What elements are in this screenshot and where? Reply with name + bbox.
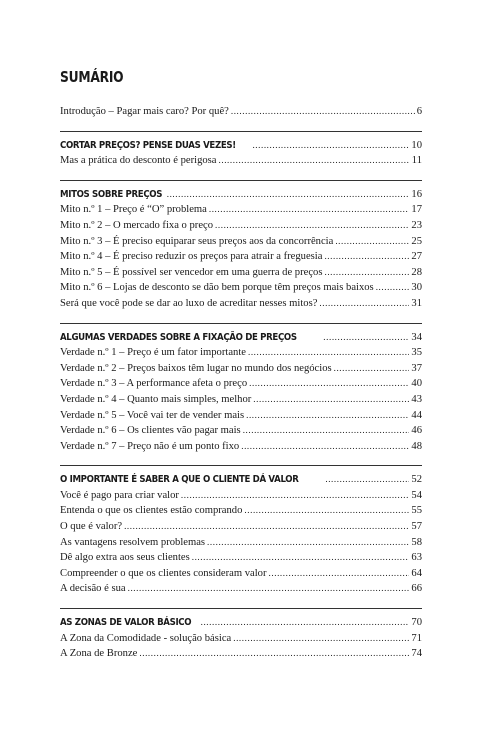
toc-entry[interactable] [60, 265, 422, 281]
entry-title: Será que você pode se dar ao luxo de acreditar nesses mitos? [60, 297, 318, 309]
toc-chapter-heading[interactable] [60, 330, 422, 346]
toc-entry[interactable] [60, 249, 422, 265]
page-number: 70 [411, 617, 422, 629]
toc-entry[interactable] [60, 234, 422, 250]
toc-section [60, 138, 422, 169]
page-number: 57 [411, 521, 422, 533]
toc-chapter-heading[interactable] [60, 472, 422, 488]
entry-title: Verdade n.º 7 – Preço não é um ponto fixo [60, 440, 240, 452]
toc-section [60, 615, 422, 662]
page-number: 37 [411, 362, 422, 374]
dot-leader [233, 631, 409, 647]
dot-leader [269, 566, 410, 582]
page-number: 52 [411, 474, 422, 486]
page-number: 6 [416, 106, 422, 117]
toc-entry[interactable] [60, 550, 422, 566]
entry-title: Dê algo extra aos seus clientes [60, 552, 190, 564]
page-number: 48 [411, 440, 422, 452]
entry-title: A Zona da Comodidade - solução básica [60, 632, 232, 644]
entry-title: Mito n.º 3 – É preciso equiparar seus preços aos da concorrência [60, 235, 334, 247]
page-number: 34 [411, 331, 422, 343]
page-number: 63 [411, 552, 422, 564]
entry-title: A decisão é sua [60, 583, 126, 595]
page-number: 17 [411, 204, 422, 216]
toc-entry[interactable] [60, 408, 422, 424]
page-number: 46 [411, 425, 422, 437]
page-number: 10 [411, 139, 422, 151]
page-number: 64 [411, 567, 422, 579]
page-number: 30 [411, 282, 422, 294]
page-number: 44 [411, 409, 422, 421]
dot-leader [215, 218, 409, 234]
page-number: 28 [411, 266, 422, 278]
toc-section [60, 330, 422, 455]
toc-chapter-heading[interactable] [60, 615, 422, 631]
toc-entry[interactable] [60, 361, 422, 377]
toc-entry[interactable] [60, 519, 422, 535]
toc-entry[interactable] [60, 218, 422, 234]
page-number: 71 [411, 632, 422, 644]
toc-entry[interactable] [60, 392, 422, 408]
page-number: 55 [411, 505, 422, 517]
toc-entry[interactable] [60, 376, 422, 392]
dot-leader [252, 138, 409, 154]
dot-leader [207, 535, 409, 551]
toc-chapter-heading[interactable] [60, 138, 422, 154]
entry-title: Mas a prática do desconto é perigosa [60, 155, 217, 167]
dot-leader [324, 265, 409, 281]
dot-leader [167, 187, 410, 203]
toc-entry[interactable] [60, 535, 422, 551]
entry-title: Verdade n.º 2 – Preços baixos têm lugar no mundo dos negócios [60, 362, 332, 374]
toc-entry[interactable] [60, 439, 422, 455]
toc-entry[interactable] [60, 296, 422, 312]
toc-section [60, 472, 422, 597]
entry-title: As vantagens resolvem problemas [60, 536, 206, 548]
dot-leader [253, 392, 409, 408]
entry-title: Verdade n.º 1 – Preço é um fator importante [60, 347, 246, 359]
chapter-title: AS ZONAS DE VALOR BÁSICO [60, 617, 192, 629]
dot-leader [323, 330, 409, 346]
toc-entry[interactable] [60, 104, 422, 120]
toc-entry[interactable] [60, 646, 422, 662]
page-number: 16 [411, 188, 422, 200]
page-number: 40 [411, 378, 422, 390]
entry-title: Mito n.º 6 – Lojas de desconto se dão bem porque têm preços mais baixos [60, 282, 374, 294]
page-number: 43 [411, 393, 422, 405]
entry-title: Mito n.º 2 – O mercado fixa o preço [60, 219, 214, 231]
toc-entry[interactable] [60, 503, 422, 519]
entry-title: A Zona de Bronze [60, 648, 138, 660]
page-number: 35 [411, 347, 422, 359]
toc-section [60, 187, 422, 312]
entry-title: Mito n.º 1 – Preço é “O” problema [60, 204, 207, 216]
chapter-title: O IMPORTANTE É SABER A QUE O CLIENTE DÁ VALOR [60, 474, 299, 486]
dot-leader [246, 408, 409, 424]
section-divider [60, 131, 422, 132]
toc-entry[interactable] [60, 581, 422, 597]
dot-leader [334, 361, 410, 377]
toc-entry[interactable] [60, 202, 422, 218]
entry-title: Compreender o que os clientes consideram valor [60, 567, 267, 579]
page-number: 66 [411, 583, 422, 595]
dot-leader [181, 488, 409, 504]
entry-title: Verdade n.º 3 – A performance afeta o preço [60, 378, 248, 390]
entry-title: Mito n.º 5 – É possível ser vencedor em uma guerra de preços [60, 266, 323, 278]
dot-leader [244, 503, 409, 519]
dot-leader [324, 249, 409, 265]
section-divider [60, 323, 422, 324]
dot-leader [335, 234, 409, 250]
page-number: 11 [411, 155, 422, 167]
entry-title: Você é pago para criar valor [60, 489, 179, 501]
section-divider [60, 180, 422, 181]
toc-entry[interactable] [60, 631, 422, 647]
page-number: 31 [411, 297, 422, 309]
dot-leader [325, 472, 409, 488]
table-of-contents [60, 104, 422, 662]
dot-leader [241, 439, 409, 455]
chapter-title: ALGUMAS VERDADES SOBRE A FIXAÇÃO DE PREÇOS [60, 331, 297, 343]
dot-leader [201, 615, 410, 631]
toc-entry[interactable] [60, 566, 422, 582]
toc-chapter-heading[interactable] [60, 187, 422, 203]
chapter-title: MITOS SOBRE PREÇOS [60, 188, 163, 200]
page-number: 27 [411, 251, 422, 263]
dot-leader [376, 280, 410, 296]
toc-entry[interactable] [60, 423, 422, 439]
toc-section [60, 104, 422, 120]
entry-title: Verdade n.º 6 – Os clientes vão pagar mais [60, 425, 241, 437]
page-number: 54 [411, 489, 422, 501]
entry-title: Mito n.º 4 – É preciso reduzir os preços para atrair a freguesia [60, 251, 323, 263]
entry-title: O que é valor? [60, 521, 123, 533]
section-divider [60, 608, 422, 609]
dot-leader [139, 646, 409, 662]
section-divider [60, 465, 422, 466]
dot-leader [319, 296, 409, 312]
dot-leader [249, 376, 409, 392]
toc-entry[interactable] [60, 153, 422, 169]
dot-leader [219, 153, 410, 169]
toc-entry[interactable] [60, 345, 422, 361]
dot-leader [124, 519, 409, 535]
entry-title: Introdução – Pagar mais caro? Por quê? [60, 106, 229, 117]
toc-entry[interactable] [60, 488, 422, 504]
dot-leader [248, 345, 409, 361]
page-title: SUMÁRIO [60, 68, 124, 86]
dot-leader [231, 104, 415, 120]
page-number: 23 [411, 219, 422, 231]
chapter-title: CORTAR PREÇOS? PENSE DUAS VEZES! [60, 139, 236, 151]
entry-title: Verdade n.º 5 – Você vai ter de vender mais [60, 409, 245, 421]
dot-leader [192, 550, 410, 566]
entry-title: Entenda o que os clientes estão comprando [60, 505, 243, 517]
page-number: 25 [411, 235, 422, 247]
dot-leader [243, 423, 410, 439]
dot-leader [209, 202, 410, 218]
toc-entry[interactable] [60, 280, 422, 296]
page-number: 74 [411, 648, 422, 660]
entry-title: Verdade n.º 4 – Quanto mais simples, melhor [60, 393, 252, 405]
dot-leader [128, 581, 410, 597]
page-number: 58 [411, 536, 422, 548]
